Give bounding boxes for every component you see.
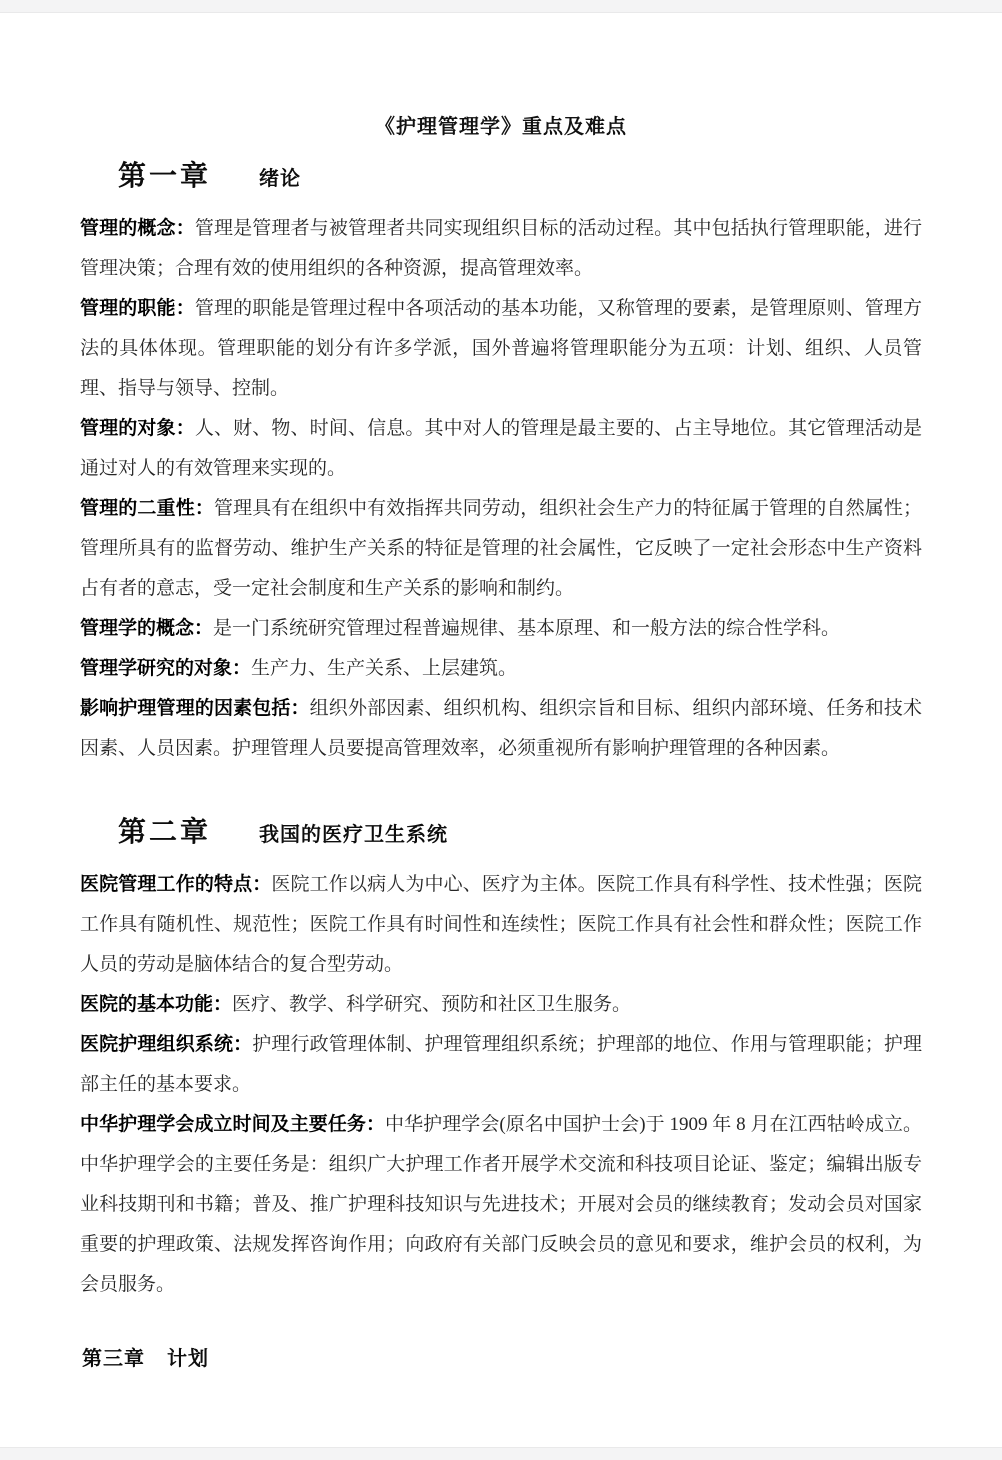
term-definition: 是一门系统研究管理过程普遍规律、基本原理、和一般方法的综合性学科。: [213, 618, 841, 639]
chapter-3-heading: [80, 1343, 922, 1374]
chapter-2-heading: [80, 815, 922, 853]
paragraph: [80, 1025, 922, 1105]
chapter-1-title: 绪论: [259, 168, 302, 190]
term-label: 影响护理管理的因素包括：: [80, 698, 310, 719]
term-definition: 人、财、物、时间、信息。其中对人的管理是最主要的、占主导地位。其它管理活动是通过对人的有效管理来实现的。: [80, 418, 922, 479]
page-top-edge: [0, 0, 1002, 13]
term-label: 医院护理组织系统：: [80, 1034, 253, 1055]
paragraph: [80, 689, 922, 769]
term-label: 管理的职能：: [80, 298, 195, 319]
paragraph: [80, 865, 922, 985]
term-label: 医院管理工作的特点：: [80, 874, 272, 895]
paragraph: [80, 209, 922, 289]
paragraph: [80, 489, 922, 609]
chapter-3-title: 计划: [167, 1348, 209, 1370]
document-title: 《护理管理学》重点及难点: [375, 116, 627, 138]
term-definition: 护理行政管理体制、护理管理组织系统；护理部的地位、作用与管理职能；护理部主任的基本要求。: [80, 1034, 922, 1095]
term-definition: 生产力、生产关系、上层建筑。: [251, 658, 518, 679]
chapter-1-number: 第一章: [118, 161, 212, 192]
paragraph: [80, 609, 922, 649]
term-definition: 中华护理学会(原名中国护士会)于 1909 年 8 月在江西牯岭成立。中华护理学会的主要任务是：组织广大护理工作者开展学术交流和科技项目论证、鉴定；编辑出版专业科技期刊和书籍；普及、推广护理科技知识与先进技术；开展对会员的继续教育；发动会员对国家重要的护理政策、法规发挥咨询作用；向政府有关部门反映会员的意见和要求，维护会员的权利，为会员服务。: [80, 1114, 922, 1295]
paragraph: [80, 409, 922, 489]
chapter-2-body: [80, 865, 922, 1305]
term-label: 管理学的概念：: [80, 618, 214, 639]
chapter-1-body: [80, 209, 922, 769]
term-label: 医院的基本功能：: [80, 994, 233, 1015]
term-definition: 管理的职能是管理过程中各项活动的基本功能，又称管理的要素，是管理原则、管理方法的具体体现。管理职能的划分有许多学派，国外普遍将管理职能分为五项：计划、组织、人员管理、指导与领导、控制。: [80, 298, 922, 399]
paragraph: [80, 1105, 922, 1305]
term-label: 管理学研究的对象：: [80, 658, 252, 679]
chapter-1-heading: [80, 159, 922, 197]
term-definition: 管理是管理者与被管理者共同实现组织目标的活动过程。其中包括执行管理职能，进行管理决策；合理有效的使用组织的各种资源，提高管理效率。: [80, 218, 922, 279]
chapter-3-number: 第三章: [82, 1348, 145, 1370]
term-definition: 管理具有在组织中有效指挥共同劳动，组织社会生产力的特征属于管理的自然属性；管理所具有的监督劳动、维护生产关系的特征是管理的社会属性，它反映了一定社会形态中生产资料占有者的意志，受一定社会制度和生产关系的影响和制约。: [80, 498, 922, 599]
page-bottom-edge: [0, 1447, 1002, 1460]
term-label: 中华护理学会成立时间及主要任务：: [80, 1114, 386, 1135]
chapter-2-title: 我国的医疗卫生系统: [259, 824, 449, 846]
chapter-2-number: 第二章: [118, 817, 212, 848]
paragraph: [80, 985, 922, 1025]
paragraph: [80, 289, 922, 409]
term-label: 管理的概念：: [80, 218, 195, 239]
document-page: [0, 113, 1002, 1374]
term-definition: 医院工作以病人为中心、医疗为主体。医院工作具有科学性、技术性强；医院工作具有随机性、规范性；医院工作具有时间性和连续性；医院工作具有社会性和群众性；医院工作人员的劳动是脑体结合的复合型劳动。: [80, 874, 922, 975]
term-label: 管理的二重性：: [80, 498, 214, 519]
term-definition: 医疗、教学、科学研究、预防和社区卫生服务。: [232, 994, 632, 1015]
term-definition: 组织外部因素、组织机构、组织宗旨和目标、组织内部环境、任务和技术因素、人员因素。护理管理人员要提高管理效率，必须重视所有影响护理管理的各种因素。: [80, 698, 922, 759]
term-label: 管理的对象：: [80, 418, 195, 439]
paragraph: [80, 649, 922, 689]
